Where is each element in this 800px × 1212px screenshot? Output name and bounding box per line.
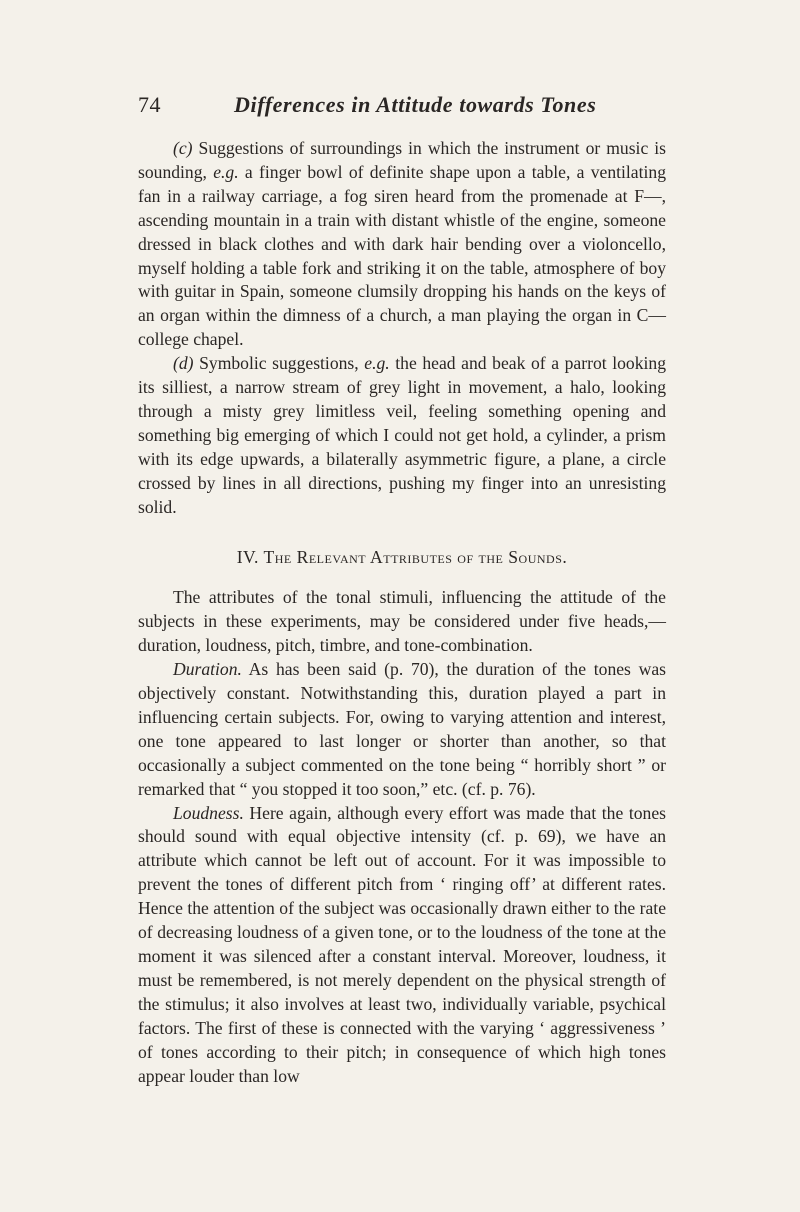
running-title: Differences in Attitude towards Tones — [234, 92, 597, 117]
term-duration: Duration. — [173, 659, 242, 680]
body-text — [138, 137, 666, 1088]
paragraph-duration — [138, 658, 666, 801]
paragraph-text: Symbolic suggestions, — [193, 353, 365, 374]
paragraph-attributes: The attributes of the tonal stimuli, influencing the attitude of the subjects in these experiments, may be considered under five heads,—duration, loudness, pitch, timbre, and tone-combination. — [138, 587, 666, 656]
eg-abbreviation: e.g. — [364, 353, 390, 374]
section-heading: IV. The Relevant Attributes of the Sounds. — [236, 546, 568, 567]
paragraph-text: As has been said (p. 70), the duration of the tones was objectively constant. Notwithstanding this, duration played a part in influencing certain subjects. For, owing to varying attention and interest, one tone appeared to last longer or shorter than another, so that occasionally a subject commented on the tone being “ horribly short ” or remarked that “ you stopped it too soon,” etc. (cf. p. 76). — [138, 659, 666, 799]
paragraph-text: Suggestions of surroundings in which the instrument or music is sounding, — [138, 138, 666, 182]
running-head — [138, 92, 668, 122]
item-label-d: (d) — [173, 353, 194, 374]
eg-abbreviation: e.g. — [213, 161, 239, 182]
paragraph-text: a finger bowl of definite shape upon a table, a ventilating fan in a railway carriage, a fog siren heard from the promenade at F—, ascending mountain in a train with distant whistle of the engine, someone dressed in black clothes and with dark hair bending over a violoncello, myself holding a table fork and striking it on the table, atmosphere of boy with guitar in Spain, someone clumsily dropping his hands on the keys of an organ within the dimness of a church, a man playing the organ in C— college chapel. — [138, 161, 666, 350]
paragraph-symbolic — [138, 352, 666, 519]
paragraph-surroundings — [138, 137, 666, 352]
page-number: 74 — [138, 92, 161, 117]
paragraph-text: the head and beak of a parrot looking its silliest, a narrow stream of grey light in movement, a halo, looking through a misty grey limitless veil, feeling something opening and something big emerging of which I could not get hold, a cylinder, a prism with its edge upwards, a bilaterally asymmetric figure, a plane, a circle crossed by lines in all directions, pushing my finger into an unresisting solid. — [138, 353, 666, 517]
paragraph-text: Here again, although every effort was made that the tones should sound with equal objective intensity (cf. p. 69), we have an attribute which cannot be left out of account. For it was impossible to prevent the tones of different pitch from ‘ ringing off’ at different rates. Hence the attention of the subject was occasionally drawn either to the rate of decreasing loudness of a given tone, or to the loudness of the tone at the moment it was silenced after a constant interval. Moreover, loudness, it must be remembered, is not merely dependent on the physical strength of the stimulus; it also involves at least two, individually variable, psychical factors. The first of these is connected with the varying ‘ aggressiveness ’ of tones according to their pitch; in consequence of which high tones appear louder than low — [138, 802, 666, 1086]
item-label-c: (c) — [173, 138, 193, 158]
term-loudness: Loudness. — [173, 802, 244, 823]
paragraph-loudness — [138, 802, 666, 1089]
